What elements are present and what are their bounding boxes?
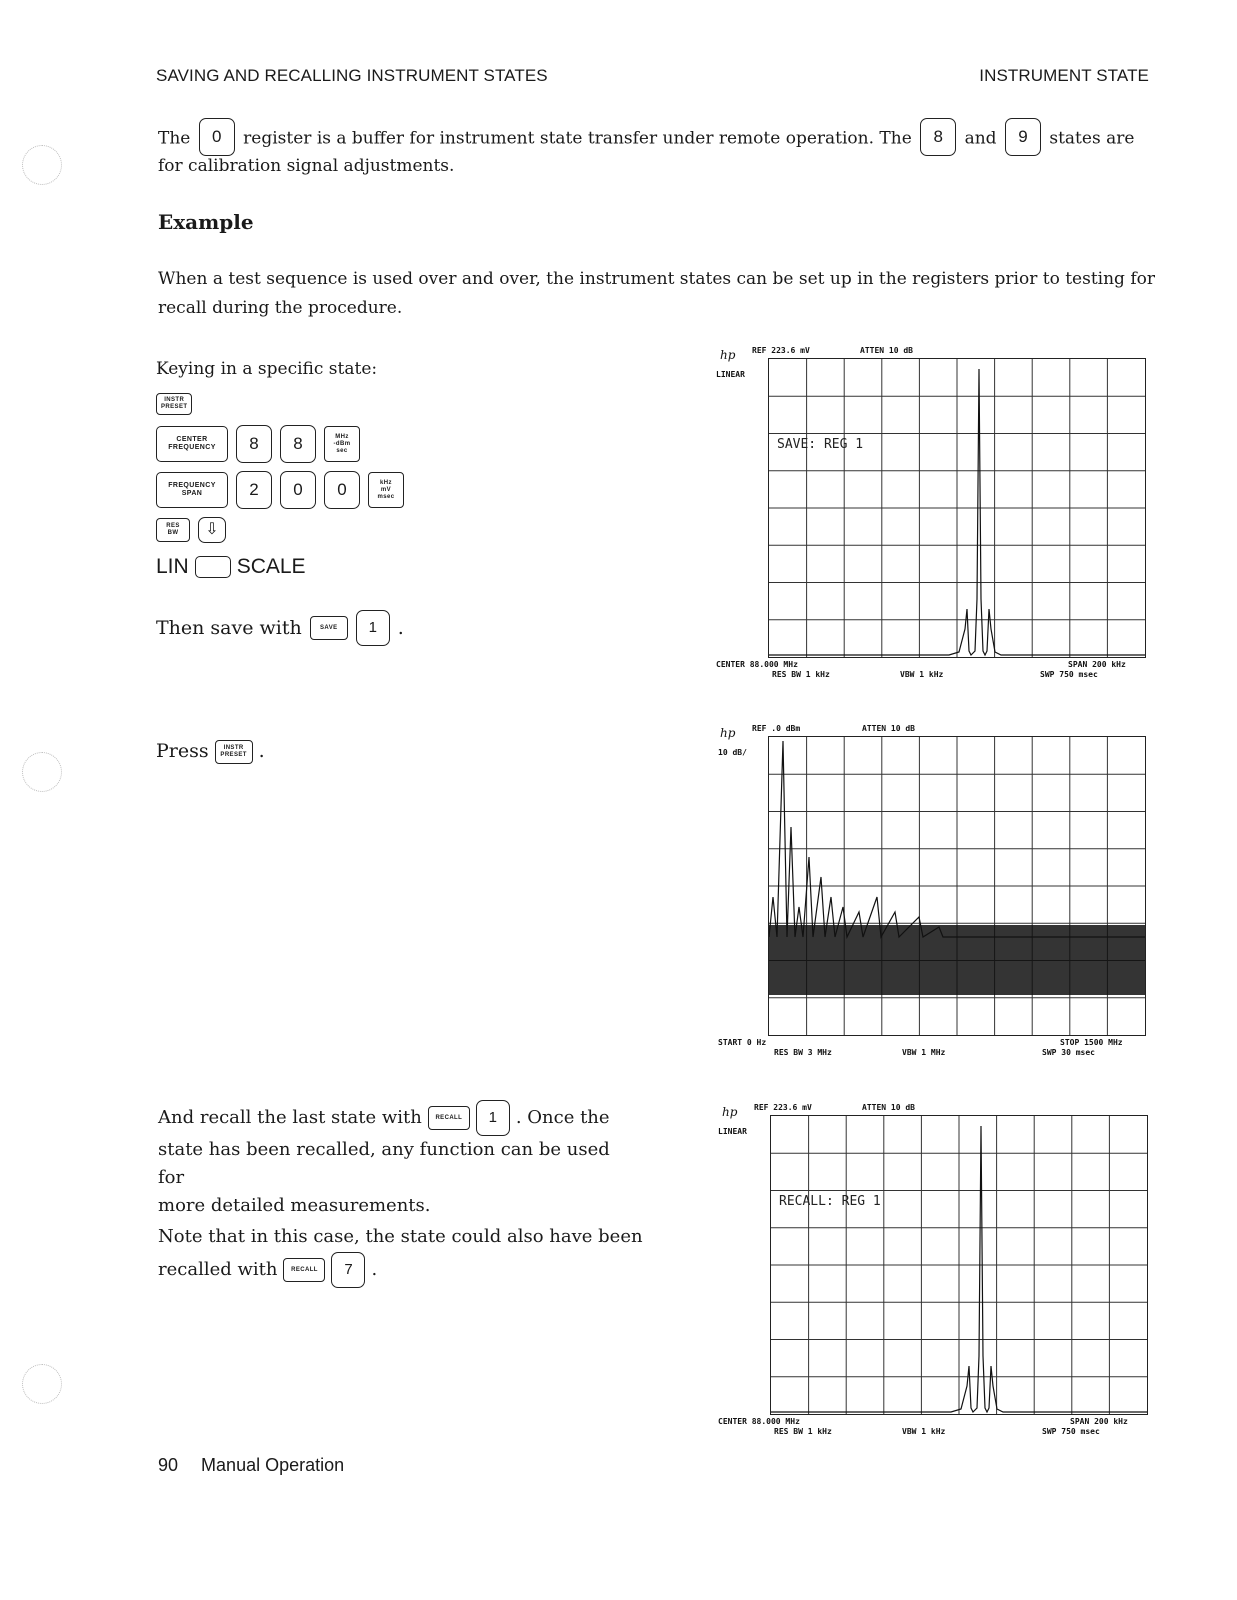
press-text: Press bbox=[156, 740, 209, 762]
digit-2-key: 2 bbox=[236, 471, 272, 509]
punch-hole-top bbox=[22, 145, 62, 185]
mhz-unit-key: MHz -dBm sec bbox=[324, 426, 360, 462]
recall-key: RECALL bbox=[428, 1106, 470, 1130]
graticule-svg bbox=[769, 359, 1145, 657]
note-line-2 bbox=[158, 1252, 638, 1288]
crt-plot-recall bbox=[714, 1097, 1154, 1442]
frequency-span-key: FREQUENCY SPAN bbox=[156, 472, 228, 508]
save-instruction bbox=[156, 610, 404, 646]
blank-softkey bbox=[195, 556, 231, 578]
ref-level: REF 223.6 mV bbox=[752, 346, 810, 355]
hp-logo: hp bbox=[720, 726, 736, 740]
digit-0-key: 0 bbox=[324, 471, 360, 509]
intro-text: register is a buffer for instrument state transfer under remote operation. The bbox=[243, 128, 912, 149]
instr-preset-key: INSTR PRESET bbox=[156, 393, 192, 415]
recall-line-2: state has been recalled, any function can be used for bbox=[158, 1139, 610, 1188]
intro-paragraph bbox=[158, 120, 1158, 181]
digit-0-key: 0 bbox=[280, 471, 316, 509]
example-paragraph bbox=[158, 265, 1158, 323]
span: SPAN 200 kHz bbox=[1068, 660, 1126, 669]
crt-plot-preset bbox=[712, 718, 1152, 1063]
res-bw: RES BW 1 kHz bbox=[774, 1427, 832, 1436]
vbw: VBW 1 kHz bbox=[900, 670, 944, 679]
step1-keys bbox=[156, 393, 404, 543]
recall-text: And recall the last state with bbox=[158, 1107, 422, 1128]
note-line-1: Note that in this case, the state could also have been bbox=[158, 1226, 643, 1247]
period: . bbox=[258, 740, 265, 762]
note-text: recalled with bbox=[158, 1259, 278, 1280]
start-frequency: START 0 Hz bbox=[718, 1038, 767, 1047]
recall-message: RECALL: REG 1 bbox=[779, 1194, 881, 1209]
page-footer bbox=[158, 1455, 344, 1476]
vbw: VBW 1 kHz bbox=[902, 1427, 946, 1436]
recall-key: RECALL bbox=[283, 1258, 325, 1282]
scale-label: LINEAR bbox=[716, 370, 745, 379]
recall-line-3: more detailed measurements. bbox=[158, 1195, 431, 1216]
register-0-key: 0 bbox=[199, 118, 235, 156]
attenuation: ATTEN 10 dB bbox=[862, 1103, 915, 1112]
running-header-left: SAVING AND RECALLING INSTRUMENT STATES bbox=[156, 66, 548, 85]
graticule-svg bbox=[771, 1116, 1147, 1414]
intro-text: The bbox=[158, 128, 191, 149]
intro-line-2: for calibration signal adjustments. bbox=[158, 156, 455, 176]
punch-hole-middle bbox=[22, 752, 62, 792]
recall-text: . Once the bbox=[515, 1107, 610, 1128]
attenuation: ATTEN 10 dB bbox=[862, 724, 915, 733]
ref-level: REF 223.6 mV bbox=[754, 1103, 812, 1112]
recall-paragraph bbox=[158, 1100, 638, 1220]
sweep-time: SWP 750 msec bbox=[1040, 670, 1098, 679]
lin-scale-row bbox=[156, 555, 306, 579]
graticule bbox=[768, 736, 1146, 1036]
period: . bbox=[397, 616, 404, 639]
sweep-time: SWP 30 msec bbox=[1042, 1048, 1095, 1057]
scale-label: LINEAR bbox=[718, 1127, 747, 1136]
digit-8-key: 8 bbox=[236, 425, 272, 463]
recall-line-1 bbox=[158, 1100, 638, 1136]
example-line-2: recall during the procedure. bbox=[158, 298, 403, 318]
attenuation: ATTEN 10 dB bbox=[860, 346, 913, 355]
scale-label: SCALE bbox=[236, 555, 306, 578]
example-line-1: When a test sequence is used over and over, the instrument states can be set up in the registers prior to testing for bbox=[158, 269, 1155, 289]
step1-title: Keying in a specific state: bbox=[156, 359, 378, 379]
save-text: Then save with bbox=[156, 616, 302, 639]
graticule bbox=[770, 1115, 1148, 1415]
intro-text: and bbox=[964, 128, 997, 149]
ref-level: REF .0 dBm bbox=[752, 724, 801, 733]
running-header-right: INSTRUMENT STATE bbox=[979, 66, 1149, 85]
digit-8-key: 8 bbox=[280, 425, 316, 463]
register-9-key: 9 bbox=[1005, 118, 1041, 156]
center-frequency: CENTER 88.000 MHz bbox=[716, 660, 798, 669]
page-number: 90 bbox=[158, 1455, 179, 1475]
hp-logo: hp bbox=[720, 348, 736, 362]
digit-7-key: 7 bbox=[331, 1252, 365, 1288]
lin-label: LIN bbox=[156, 555, 189, 578]
graticule-svg bbox=[769, 737, 1145, 1035]
span: SPAN 200 kHz bbox=[1070, 1417, 1128, 1426]
intro-text: states are bbox=[1049, 128, 1135, 149]
center-frequency: CENTER 88.000 MHz bbox=[718, 1417, 800, 1426]
press-instruction bbox=[156, 737, 265, 766]
graticule bbox=[768, 358, 1146, 658]
center-frequency-key: CENTER FREQUENCY bbox=[156, 426, 228, 462]
period: . bbox=[371, 1259, 378, 1280]
save-message: SAVE: REG 1 bbox=[777, 437, 864, 452]
scale-label: 10 dB/ bbox=[718, 748, 747, 757]
khz-unit-key: kHz mV msec bbox=[368, 472, 404, 508]
stop-frequency: STOP 1500 MHz bbox=[1060, 1038, 1123, 1047]
example-heading: Example bbox=[158, 210, 254, 234]
vbw: VBW 1 MHz bbox=[902, 1048, 946, 1057]
down-arrow-icon: ⇩ bbox=[198, 517, 226, 543]
note-paragraph bbox=[158, 1222, 643, 1288]
res-bw: RES BW 1 kHz bbox=[772, 670, 830, 679]
hp-logo: hp bbox=[722, 1105, 738, 1119]
instr-preset-key: INSTR PRESET bbox=[215, 740, 253, 764]
res-bw-key: RES BW bbox=[156, 518, 190, 542]
save-key: SAVE bbox=[310, 616, 348, 640]
sweep-time: SWP 750 msec bbox=[1042, 1427, 1100, 1436]
res-bw: RES BW 3 MHz bbox=[774, 1048, 832, 1057]
footer-section: Manual Operation bbox=[201, 1455, 345, 1475]
digit-1-key: 1 bbox=[476, 1100, 510, 1136]
crt-plot-save bbox=[712, 340, 1152, 685]
register-8-key: 8 bbox=[920, 118, 956, 156]
punch-hole-bottom bbox=[22, 1364, 62, 1404]
digit-1-key: 1 bbox=[356, 610, 390, 646]
